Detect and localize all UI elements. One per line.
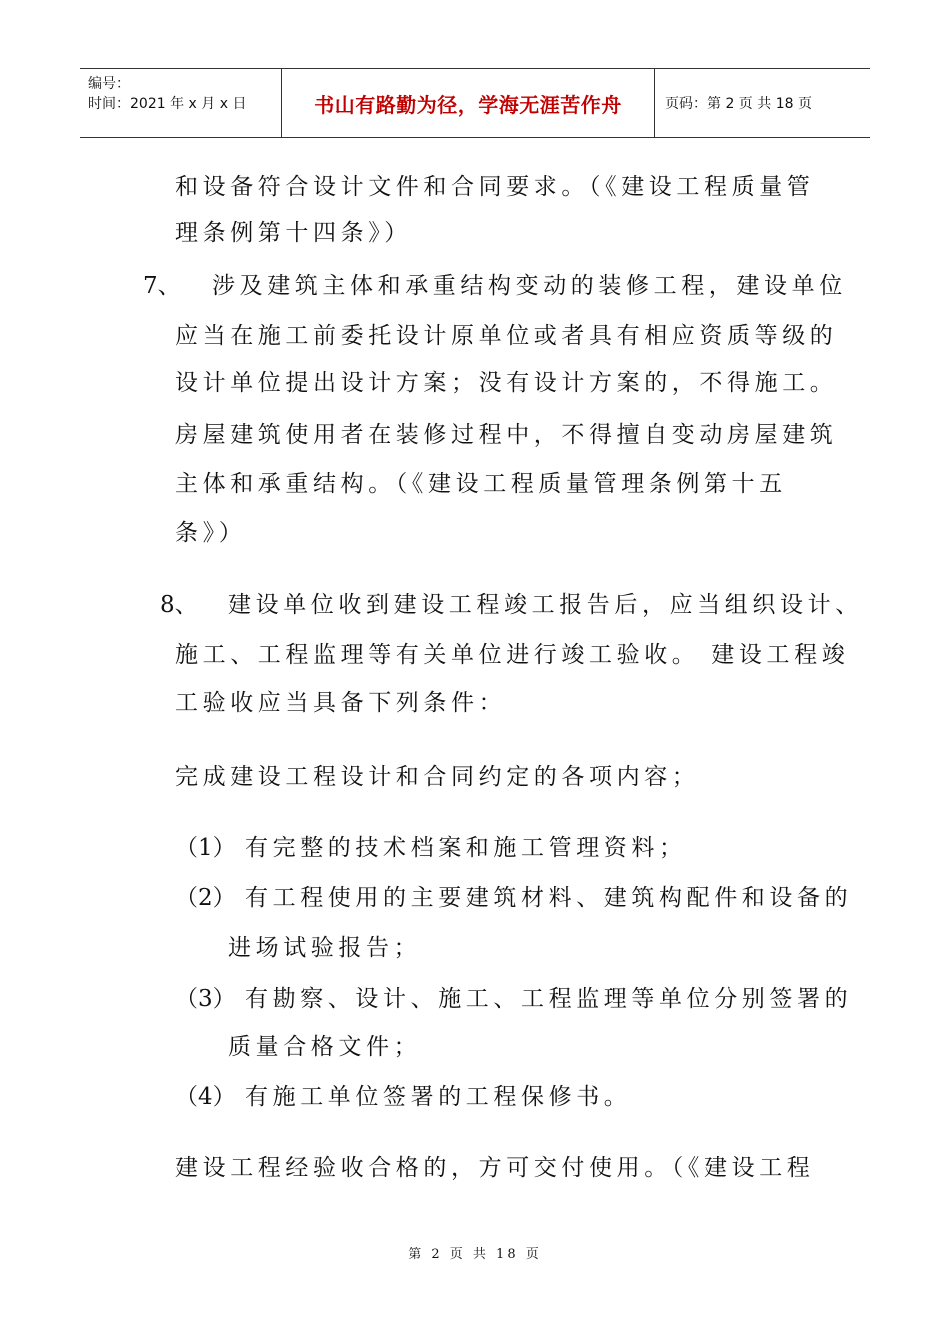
body-line: 和设备符合设计文件和合同要求。（《建设工程质量管	[175, 174, 815, 200]
condition-line: 进场试验报告；	[228, 935, 422, 961]
item8-line: 施工、工程监理等有关单位进行竣工验收。 建设工程竣	[175, 642, 850, 668]
condition-line: 有施工单位签署的工程保修书。	[245, 1084, 632, 1110]
body-line: 理条例第十四条》）	[175, 220, 412, 246]
item7-line: 应当在施工前委托设计原单位或者具有相应资质等级的	[175, 323, 838, 349]
condition-line: 有工程使用的主要建筑材料、建筑构配件和设备的	[245, 885, 853, 911]
page-footer: 第 2 页 共 18 页	[408, 1247, 542, 1262]
condition-number: （3）	[175, 986, 236, 1012]
condition-line: 有勘察、设计、施工、工程监理等单位分别签署的	[245, 986, 853, 1012]
condition-number: （4）	[175, 1084, 236, 1110]
header-meta-cell	[80, 69, 282, 137]
item7-line: 条》）	[175, 520, 247, 546]
page-header	[80, 68, 870, 138]
condition-intro: 完成建设工程设计和合同约定的各项内容；	[175, 764, 700, 790]
item7-line: 涉及建筑主体和承重结构变动的装修工程，建设单位	[212, 273, 847, 299]
item-number-8: 8、	[160, 592, 198, 618]
document-number-label: 编号：	[88, 76, 130, 92]
item7-line: 设计单位提出设计方案；没有设计方案的，不得施工。	[175, 370, 838, 396]
header-page-info: 页码：第 2 页 共 18 页	[665, 96, 812, 112]
item-number-7: 7、	[143, 273, 181, 299]
condition-line: 质量合格文件；	[228, 1034, 422, 1060]
item7-line: 主体和承重结构。（《建设工程质量管理条例第十五	[175, 471, 787, 497]
header-motto-cell	[282, 69, 655, 137]
document-date-label: 时间：2021 年 x 月 x 日	[88, 96, 247, 112]
closing-line: 建设工程经验收合格的，方可交付使用。（《建设工程	[175, 1155, 815, 1181]
condition-line: 有完整的技术档案和施工管理资料；	[245, 835, 687, 861]
item7-line: 房屋建筑使用者在装修过程中，不得擅自变动房屋建筑	[175, 422, 838, 448]
item8-line: 建设单位收到建设工程竣工报告后，应当组织设计、	[228, 592, 863, 618]
header-motto: 书山有路勤为径，学海无涯苦作舟	[314, 92, 622, 117]
condition-number: （1）	[175, 835, 236, 861]
item8-line: 工验收应当具备下列条件：	[175, 690, 507, 716]
condition-number: （2）	[175, 885, 236, 911]
header-page-cell	[655, 69, 870, 137]
